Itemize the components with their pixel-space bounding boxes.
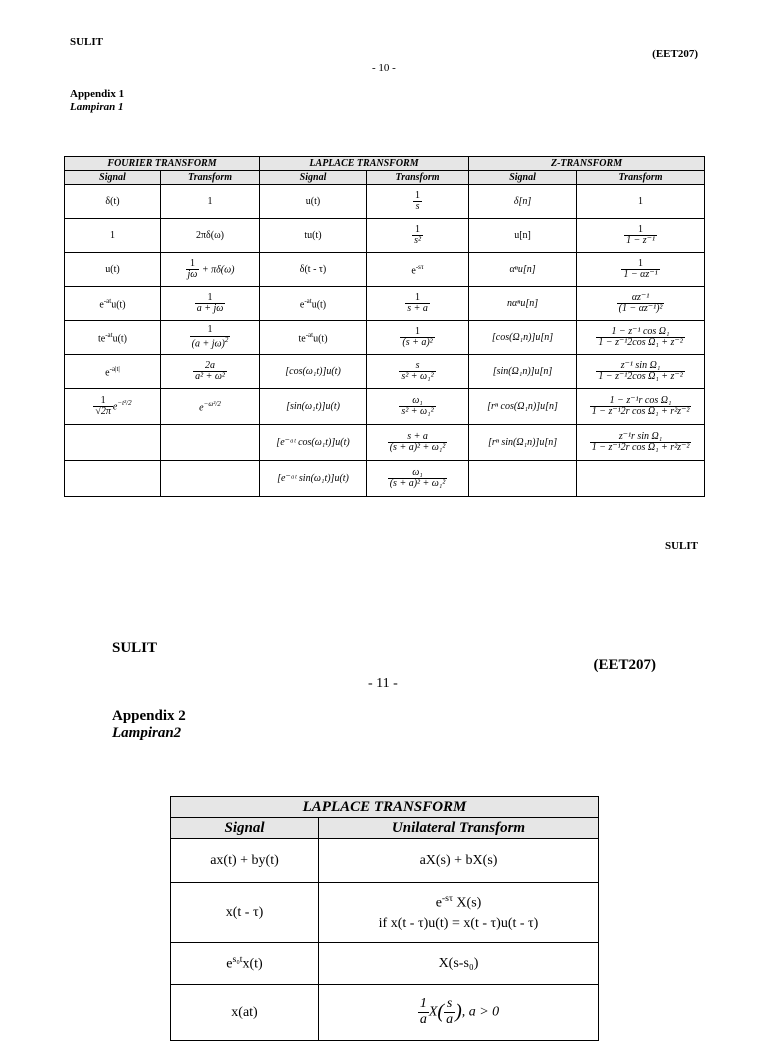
cell: $\frac{1}{a}$ X( $\frac{s}{a}$ ), a > 0 (319, 985, 599, 1041)
fourier-header: FOURIER TRANSFORM (65, 157, 260, 171)
cell (161, 287, 260, 321)
cell: ax(t) + by(t) (171, 839, 319, 883)
cell: $e^{s_0t}x(t)$ (171, 943, 319, 985)
cell (577, 355, 705, 389)
cell: u(t) (65, 253, 161, 287)
cell: 2πδ(ω) (161, 219, 260, 253)
cell: [sin(Ω₁n)]u[n] (469, 355, 577, 389)
col-header: Signal (469, 171, 577, 185)
cell (367, 389, 469, 425)
sulit-label-bottom: SULIT (664, 540, 698, 552)
cell (577, 461, 705, 497)
lampiran-title: Lampiran 1 (70, 101, 124, 113)
cell (161, 321, 260, 355)
cell (367, 287, 469, 321)
table-row (171, 839, 599, 883)
cell (367, 425, 469, 461)
cell: [rⁿ sin(Ω₁n)]u[n] (469, 425, 577, 461)
course-code-page2: (EET207) (593, 657, 656, 673)
fraction: $\frac{\text{z⁻¹ sin Ω₁}}{\text{1 − z⁻¹2cos Ω₁ + z⁻²}}$ (598, 359, 683, 382)
cell: αⁿu[n] (469, 253, 577, 287)
cell: δ[n] (469, 185, 577, 219)
transform-table (64, 156, 705, 497)
fraction: $\frac{\text{αz⁻¹}}{\text{(1 − αz⁻¹)²}}$ (618, 291, 663, 314)
cell: x(t - τ) (171, 883, 319, 943)
cell: δ(t) (65, 185, 161, 219)
table-row (171, 985, 599, 1041)
cell: X(s-s₀) (319, 943, 599, 985)
fraction: $\frac{1}{√2\pi}$ (95, 394, 111, 417)
fraction: $\frac{1}{s + a}$ (407, 291, 428, 314)
cell: 1 (161, 185, 260, 219)
fraction: $\frac{\text{ω₁}}{\text{s² + ω₁²}}$ (401, 394, 434, 417)
cell (367, 461, 469, 497)
fraction: $\frac{\text{ω₁}}{\text{(s + a)² + ω₁²}}$ (389, 466, 446, 489)
cell: [rⁿ cos(Ω₁n)]u[n] (469, 389, 577, 425)
page-number-2: - 11 - (368, 676, 398, 691)
cell: [cos(Ω₁n)]u[n] (469, 321, 577, 355)
cell (469, 461, 577, 497)
cell: 1 (577, 185, 705, 219)
table-row (65, 253, 705, 287)
fraction: $\frac{s + a}{\text{(s + a)² + ω₁²}}$ (389, 430, 446, 453)
course-code: (EET207) (652, 48, 698, 60)
cell: $e^{-at}u(t)$ (260, 287, 367, 321)
cell (367, 219, 469, 253)
table-row (171, 943, 599, 985)
fraction: $\frac{1}{a + j\omega}$ (196, 291, 224, 314)
cell: $e^{-a|t|}$ (65, 355, 161, 389)
cell: $e^{-\omega^2/2}$ (161, 389, 260, 425)
cell: δ(t - τ) (260, 253, 367, 287)
table-row (65, 287, 705, 321)
cell (367, 355, 469, 389)
cell: tu(t) (260, 219, 367, 253)
cell: $e^{-s\tau}$ X(s) if x(t - τ)u(t) = x(t - τ)u(t - τ) (319, 883, 599, 943)
laplace-header: LAPLACE TRANSFORM (260, 157, 469, 171)
fraction: $\frac{s}{\text{s² + ω₁²}}$ (401, 359, 434, 382)
fraction: $\frac{1}{(a + j\omega)^2}$ (191, 324, 229, 350)
cell (577, 219, 705, 253)
cell (577, 389, 705, 425)
fraction: $\frac{1}{\text{1 − z⁻¹}}$ (626, 223, 655, 246)
cell (577, 253, 705, 287)
fraction: $\frac{1}{\text{1 − αz⁻¹}}$ (623, 257, 658, 280)
appendix-title: Appendix 1 (70, 88, 125, 100)
cell: $\frac{1}{j\omega}$ + πδ(ω) (161, 253, 260, 287)
col-header: Signal (65, 171, 161, 185)
col-header: Transform (367, 171, 469, 185)
appendix-2-title: Appendix 2 (112, 708, 186, 724)
cell: x(at) (171, 985, 319, 1041)
table-row (65, 321, 705, 355)
cell: [cos(ω₁t)]u(t) (260, 355, 367, 389)
lampiran-2-title: Lampiran2 (112, 725, 182, 741)
cell: u[n] (469, 219, 577, 253)
cell: $te^{-at}u(t)$ (260, 321, 367, 355)
table-row (65, 355, 705, 389)
cell (161, 461, 260, 497)
fraction: $\frac{2a}{\text{a² + ω²}}$ (195, 359, 225, 382)
cell (577, 321, 705, 355)
cell (367, 321, 469, 355)
cell: [e⁻ᵃᵗ cos(ω₁t)]u(t) (260, 425, 367, 461)
cell: $\frac{1}{√2\pi}$ $e^{-t^2/2}$ (65, 389, 161, 425)
cell (161, 425, 260, 461)
cell: nαⁿu[n] (469, 287, 577, 321)
table-row (65, 389, 705, 425)
cell: $te^{-at}u(t)$ (65, 321, 161, 355)
fraction: $\frac{1}{j\omega}$ (187, 257, 198, 280)
cell (161, 355, 260, 389)
cell (65, 461, 161, 497)
cell: $e^{-at}u(t)$ (65, 287, 161, 321)
fraction: $\frac{1}{s}$ (415, 189, 421, 212)
laplace-title: LAPLACE TRANSFORM (171, 797, 599, 818)
cell: aX(s) + bX(s) (319, 839, 599, 883)
cell (65, 425, 161, 461)
laplace-property-table (170, 796, 599, 1041)
col-header: Transform (577, 171, 705, 185)
fraction: $\frac{1}{\text{s²}}$ (414, 223, 421, 246)
fraction: $\frac{\text{1 − z⁻¹ cos Ω₁}}{\text{1 − z⁻¹2cos Ω₁ + z⁻²}}$ (598, 325, 683, 348)
fraction: $\frac{\text{z⁻¹r sin Ω₁}}{\text{1 − z⁻¹2r cos Ω₁ + r²z⁻²}}$ (591, 430, 690, 453)
sulit-label-page2: SULIT (112, 640, 158, 656)
col-signal: Signal (171, 818, 319, 839)
sulit-label-top: SULIT (70, 36, 104, 48)
cell (367, 185, 469, 219)
fraction: $\frac{s}{a}$ (446, 996, 454, 1027)
fraction: $\frac{\text{1 − z⁻¹r cos Ω₁}}{\text{1 − z⁻¹2r cos Ω₁ + r²z⁻²}}$ (591, 394, 690, 417)
table-row (65, 461, 705, 497)
col-header: Transform (161, 171, 260, 185)
fraction: $\frac{1}{a}$ (419, 996, 427, 1027)
table-row (65, 425, 705, 461)
col-transform: Unilateral Transform (319, 818, 599, 839)
cell: [sin(ω₁t)]u(t) (260, 389, 367, 425)
page-number: - 10 - (372, 62, 396, 74)
cell: [e⁻ᵃᵗ sin(ω₁t)]u(t) (260, 461, 367, 497)
cell (577, 287, 705, 321)
table-row (65, 185, 705, 219)
col-header: Signal (260, 171, 367, 185)
cell (577, 425, 705, 461)
cell: 1 (65, 219, 161, 253)
fraction: $\frac{1}{\text{(s + a)²}}$ (402, 325, 433, 348)
z-header: Z-TRANSFORM (469, 157, 705, 171)
cell: $e^{-s\tau}$ (367, 253, 469, 287)
table-row (171, 883, 599, 943)
cell: u(t) (260, 185, 367, 219)
table-row (65, 219, 705, 253)
